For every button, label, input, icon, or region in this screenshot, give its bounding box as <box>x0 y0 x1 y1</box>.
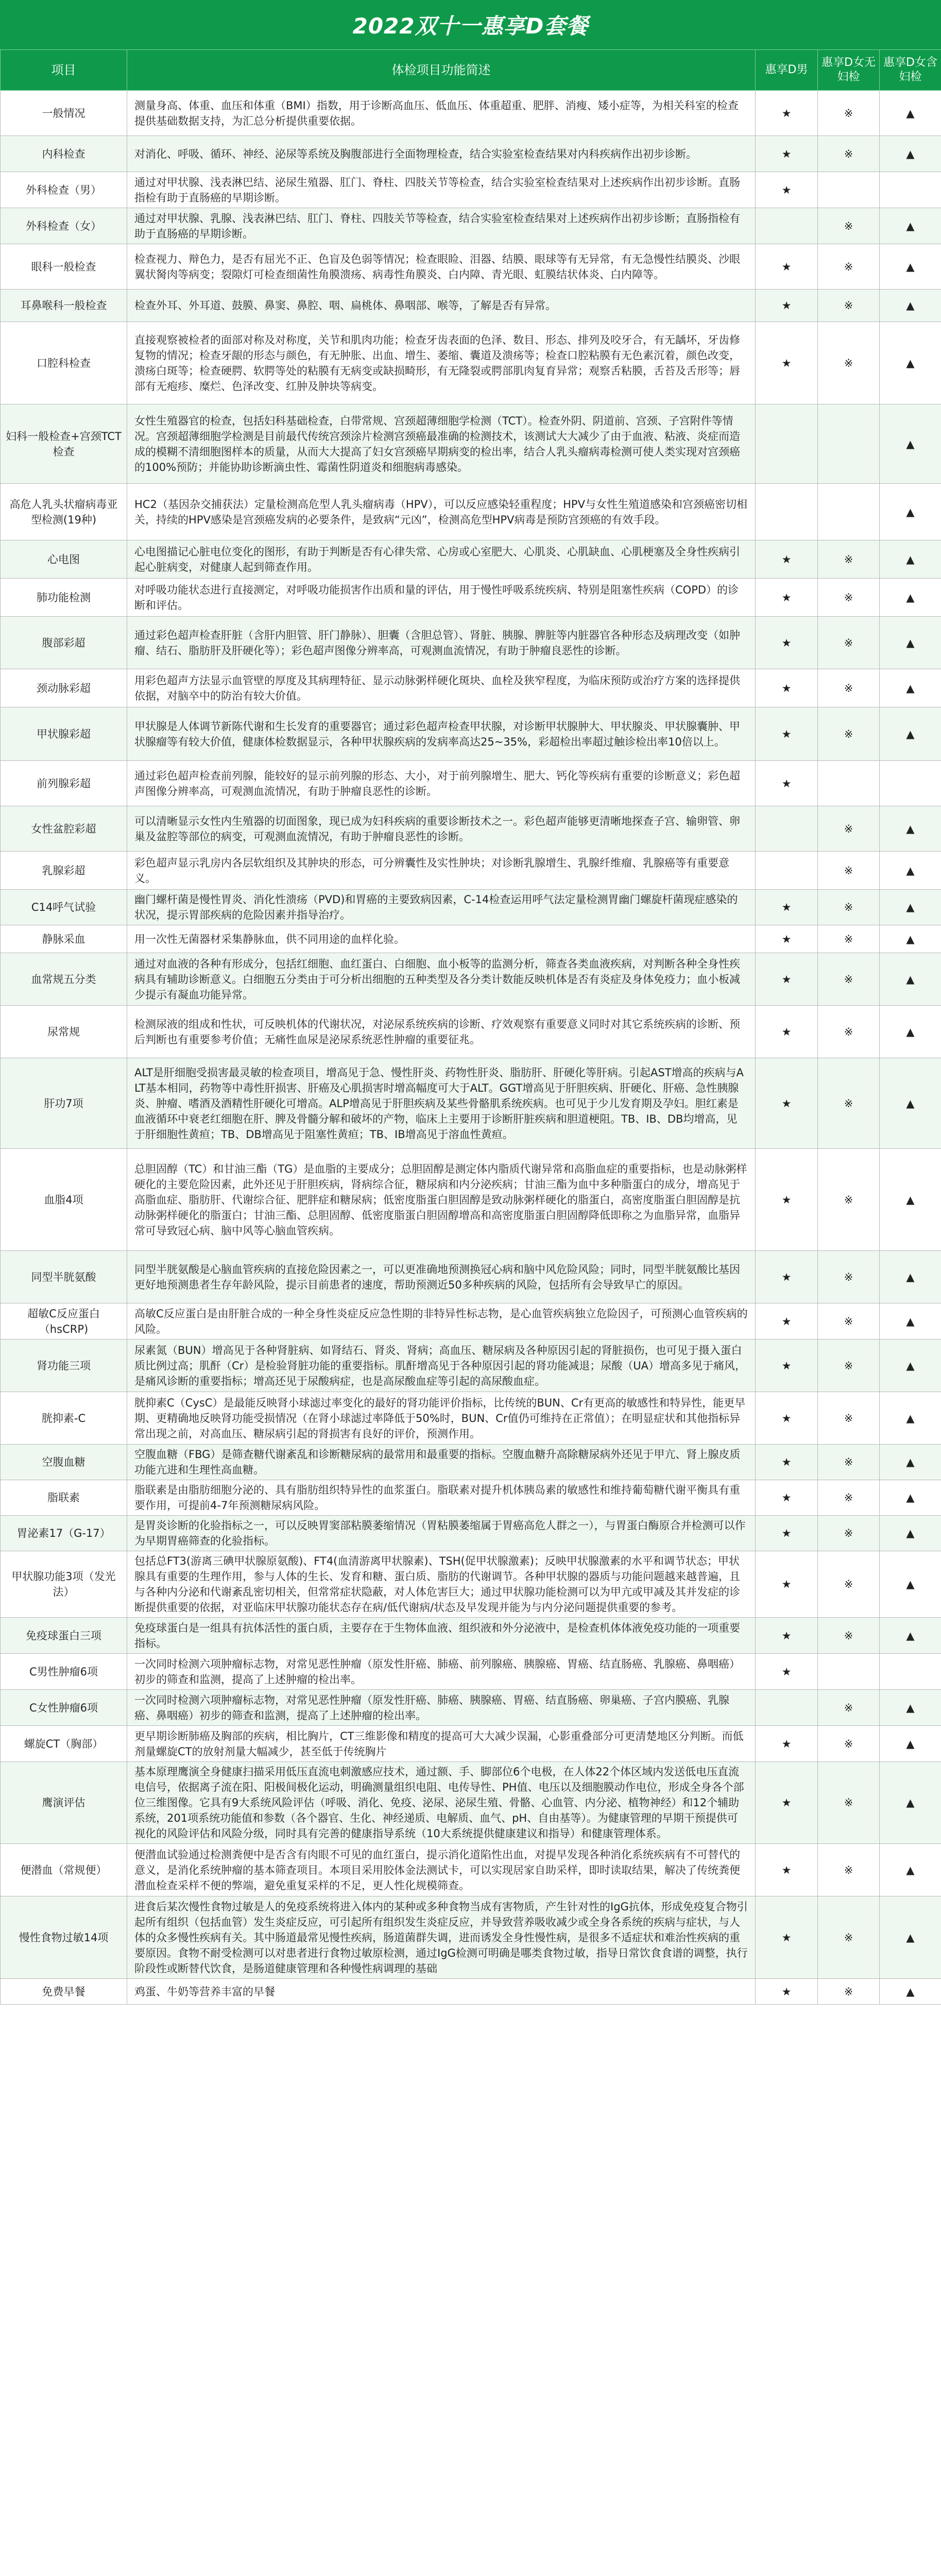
female-married-mark <box>880 1654 941 1690</box>
table-row <box>1 890 941 925</box>
table-body <box>1 91 941 2005</box>
item-description-cell: 女性生殖器官的检查，包括妇科基础检查，白带常规、宫颈超薄细胞学检测（TCT）。检查外阴、阴道前、宫颈、子宫附件等情况。宫颈超薄细胞学检测是目前最代传统宫颈涂片检测宫颈癌最准确的检测技术，该测试大大减少了由于血液、粘液、炎症而造成的模糊不清细胞图样本的质量，从而大大提高了妇女宫颈癌早期病变的检出率，结合人乳头瘤病毒检测可使人类实现对宫颈癌的100%预防；并能协助诊断滴虫性、霉菌性阴道炎和细胞病毒感染。 <box>127 404 756 484</box>
item-name-cell: 免费早餐 <box>1 1979 127 2005</box>
male-package-mark: ★ <box>756 1058 818 1149</box>
item-name-cell: 免疫球蛋白三项 <box>1 1618 127 1654</box>
female-unmarried-mark <box>818 1654 880 1690</box>
item-description-cell: 是胃炎诊断的化验指标之一，可以反映胃窦部粘膜萎缩情况（胃粘膜萎缩属于胃癌高危人群之一），与胃蛋白酶原合并检测可以作为早期胃癌筛查的化验指标。 <box>127 1516 756 1551</box>
female-unmarried-mark: ※ <box>818 1618 880 1654</box>
item-name-cell: 超敏C反应蛋白（hsCRP) <box>1 1303 127 1340</box>
female-married-mark: ▲ <box>880 244 941 290</box>
male-package-mark: ★ <box>756 707 818 761</box>
item-name-cell: 口腔科检查 <box>1 322 127 404</box>
item-description-cell: 直接观察被检者的面部对称及对称度，关节和肌肉功能；检查牙齿表面的色泽、数目、形态、排列及咬牙合，有无龋坏，牙齿修复物的情况；检查牙龈的形态与颜色，有无肿胀、出血、增生、萎缩、囊道及溃疡等；检查口腔粘膜有无色素沉着，颜色改变，溃疡白斑等；检查硬腭、软腭等处的粘膜有无病变或缺损畸形，有无隆裂或腭部肌肉复育异常；观察舌粘膜，舌苔及舌形等；唇部有无疱疹、糜烂、色泽改变、红肿及肿块等病变。 <box>127 322 756 404</box>
item-name-cell: C男性肿瘤6项 <box>1 1654 127 1690</box>
table-row <box>1 852 941 890</box>
table-row <box>1 91 941 136</box>
item-description-cell: 同型半胱氨酸是心脑血管疾病的直接危险因素之一，可以更准确地预测换冠心病和脑中风危险风险；同时，同型半胱氨酸比基因更好地预测患者生存年龄风险，提示目前患者的速度，帮助预测近50多种疾病的风险，包括所有会导致早亡的原因。 <box>127 1251 756 1303</box>
table-row <box>1 1006 941 1058</box>
item-name-cell: 前列腺彩超 <box>1 761 127 806</box>
male-package-mark: ★ <box>756 1618 818 1654</box>
male-package-mark: ★ <box>756 322 818 404</box>
item-name-cell: 胃泌素17（G-17） <box>1 1516 127 1551</box>
table-row <box>1 925 941 953</box>
female-married-mark: ▲ <box>880 617 941 669</box>
male-package-mark: ★ <box>756 761 818 806</box>
table-row <box>1 244 941 290</box>
item-name-cell: 胱抑素-C <box>1 1392 127 1445</box>
female-married-mark: ▲ <box>880 484 941 540</box>
item-name-cell: C14呼气试验 <box>1 890 127 925</box>
item-name-cell: 甲状腺彩超 <box>1 707 127 761</box>
table-row <box>1 761 941 806</box>
female-unmarried-mark <box>818 761 880 806</box>
item-description-cell: 用彩色超声方法显示血管壁的厚度及其病理特征、显示动脉粥样硬化斑块、血栓及狭窄程度，为临床预防或治疗方案的选择提供依据，对脑卒中的防治有较大价值。 <box>127 669 756 707</box>
female-unmarried-mark: ※ <box>818 579 880 617</box>
item-description-cell: 一次同时检测六项肿瘤标志物，对常见恶性肿瘤（原发性肝癌、肺癌、胰腺癌、胃癌、结直肠癌、卵巢癌、子宫内膜癌、乳腺癌、鼻咽癌）初步的筛查和监测，提高了上述肿瘤的检出率。 <box>127 1690 756 1726</box>
item-name-cell: 肾功能三项 <box>1 1340 127 1392</box>
table-row <box>1 579 941 617</box>
female-married-mark: ▲ <box>880 925 941 953</box>
item-name-cell: 颈动脉彩超 <box>1 669 127 707</box>
item-description-cell: 通过彩色超声检查肝脏（含肝内胆管、肝门静脉）、胆囊（含胆总管）、肾脏、胰腺、脾脏等内脏器官各种形态及病理改变（如肿瘤、结石、脂肪肝及肝硬化等）；彩色超声图像分辨率高，可观测血流情况，有助于肿瘤良恶性的诊断。 <box>127 617 756 669</box>
item-description-cell: ALT是肝细胞受损害最灵敏的检查项目，增高见于急、慢性肝炎、药物性肝炎、脂肪肝、肝硬化等肝病。引起AST增高的疾病与ALT基本相同，药物等中毒性肝损害、肝癌及心肌损害时增高幅度可大于ALT。GGT增高见于肝胆疾病、肝硬化、肝癌、急性胰腺炎、肿瘤、嗜酒及酒精性肝硬化可增高。ALP增高见于肝胆疾病及某些骨骼肌系统疾病。也可见于少儿发育期及孕妇。胆红素是血液循环中衰老红细胞在肝、脾及骨髓分解和破坏的产物，临床上主要用于诊断肝脏疾病和胆道梗阻。TB、IB、DB均增高，见于肝细胞性黄疸；TB、DB增高见于阻塞性黄疸；TB、IB增高见于溶血性黄疸。 <box>127 1058 756 1149</box>
female-unmarried-mark: ※ <box>818 1303 880 1340</box>
female-married-mark: ▲ <box>880 1979 941 2005</box>
item-description-cell: 免疫球蛋白是一组具有抗体活性的蛋白质，主要存在于生物体血液、组织液和外分泌液中，是检查机体体液免疫功能的一项重要指标。 <box>127 1618 756 1654</box>
male-package-mark <box>756 852 818 890</box>
item-name-cell: 鹰演评估 <box>1 1762 127 1844</box>
male-package-mark: ★ <box>756 540 818 579</box>
table-row <box>1 1392 941 1445</box>
male-package-mark: ★ <box>756 1251 818 1303</box>
table-row <box>1 1303 941 1340</box>
male-package-mark <box>756 404 818 484</box>
table-row <box>1 1844 941 1896</box>
item-name-cell: 血常规五分类 <box>1 953 127 1006</box>
female-married-mark: ▲ <box>880 1480 941 1516</box>
item-description-cell: 脂联素是由脂肪细胞分泌的、具有脂肪组织特异性的血浆蛋白。脂联素对提升机体胰岛素的敏感性和维持葡萄糖代谢平衡具有重要作用，可提前4-7年预测糖尿病风险。 <box>127 1480 756 1516</box>
female-married-mark: ▲ <box>880 404 941 484</box>
table-header-row <box>1 50 941 91</box>
female-unmarried-mark: ※ <box>818 208 880 244</box>
female-unmarried-mark: ※ <box>818 1480 880 1516</box>
package-table <box>0 49 941 2005</box>
male-package-mark: ★ <box>756 172 818 208</box>
female-unmarried-mark: ※ <box>818 290 880 322</box>
male-package-mark <box>756 806 818 852</box>
male-package-mark: ★ <box>756 1480 818 1516</box>
item-description-cell: 空腹血糖（FBG）是筛查糖代谢紊乱和诊断糖尿病的最常用和最重要的指标。空腹血糖升高除糖尿病外还见于甲亢、肾上腺皮质功能亢进和生理性高血糖。 <box>127 1445 756 1480</box>
male-package-mark: ★ <box>756 1551 818 1618</box>
female-unmarried-mark: ※ <box>818 707 880 761</box>
male-package-mark: ★ <box>756 1392 818 1445</box>
male-package-mark <box>756 208 818 244</box>
table-row <box>1 953 941 1006</box>
header-description: 体检项目功能简述 <box>127 50 756 91</box>
female-married-mark: ▲ <box>880 1006 941 1058</box>
item-description-cell: 包括总FT3(游离三碘甲状腺原氨酸)、FT4(血清游离甲状腺素)、TSH(促甲状腺激素)；反映甲状腺激素的水平和调节状态；甲状腺具有重要的生理作用，参与人体的生长、发育和糖、蛋白质、脂肪的代谢调节。各种甲状腺的器质与功能问题越来越普遍，且与各种内分泌和代谢紊乱密切相关，但常常症状隐蔽，对人体危害巨大；通过甲状腺功能检测可以为甲亢或甲减及其并发症的诊断提供重要的依据，对亚临床甲状腺功能状态存在病/低代谢病/状态及早发现并能为与内分泌问题提供重要的参考。 <box>127 1551 756 1618</box>
item-name-cell: 肝功7项 <box>1 1058 127 1149</box>
item-description-cell: 对呼吸功能状态进行直接测定，对呼吸功能损害作出质和量的评估，用于慢性呼吸系统疾病、特别是阻塞性疾病（COPD）的诊断和评估。 <box>127 579 756 617</box>
table-row <box>1 1058 941 1149</box>
female-unmarried-mark: ※ <box>818 1726 880 1762</box>
item-name-cell: 内科检查 <box>1 136 127 172</box>
male-package-mark: ★ <box>756 925 818 953</box>
male-package-mark: ★ <box>756 579 818 617</box>
female-unmarried-mark: ※ <box>818 1844 880 1896</box>
item-name-cell: 高危人乳头状瘤病毒亚型检测(19种) <box>1 484 127 540</box>
female-married-mark: ▲ <box>880 707 941 761</box>
item-description-cell: 对消化、呼吸、循环、神经、泌尿等系统及胸腹部进行全面物理检查，结合实验室检查结果对内科疾病作出初步诊断。 <box>127 136 756 172</box>
male-package-mark: ★ <box>756 1340 818 1392</box>
table-row <box>1 1551 941 1618</box>
female-married-mark: ▲ <box>880 540 941 579</box>
male-package-mark: ★ <box>756 1979 818 2005</box>
table-row <box>1 1149 941 1251</box>
female-married-mark: ▲ <box>880 1058 941 1149</box>
female-married-mark: ▲ <box>880 890 941 925</box>
female-married-mark: ▲ <box>880 1726 941 1762</box>
male-package-mark: ★ <box>756 1844 818 1896</box>
item-description-cell: 可以清晰显示女性内生殖器的切面图象，现已成为妇科疾病的重要诊断技术之一。彩色超声能够更清晰地探查子宫、输卵管、卵巢及盆腔等部位的病变，可观测血流情况，有助于肿瘤良恶性的诊断。 <box>127 806 756 852</box>
table-row <box>1 540 941 579</box>
item-description-cell: 进食后某次慢性食物过敏是人的免疫系统将进入体内的某种或多种食物当成有害物质，产生针对性的IgG抗体，形成免疫复合物引起所有组织（包括血管）发生炎症反应，可引起所有组织发生炎症反应，并导致营养吸收减少或全身各系统的疾病与症状，与人体的众多慢性疾病有关。其中肠道最常见慢性疾病，肠道菌群失调，进而诱发全身性慢性病，是很多不适症状和难治性疾病的重要原因。食物不耐受检测可以对患者进行食物过敏原检测，通过IgG检测可明确是哪类食物过敏，指导日常饮食食谱的调整，执行阶段性或断替代饮食，是肠道健康管理和各种慢性病调理的基础 <box>127 1896 756 1979</box>
male-package-mark: ★ <box>756 1149 818 1251</box>
table-row <box>1 1726 941 1762</box>
male-package-mark: ★ <box>756 136 818 172</box>
female-married-mark: ▲ <box>880 806 941 852</box>
item-description-cell: 高敏C反应蛋白是由肝脏合成的一种全身性炎症反应急性期的非特异性标志物，是心血管疾病独立危险因子，可预测心血管疾病的风险。 <box>127 1303 756 1340</box>
female-married-mark: ▲ <box>880 1516 941 1551</box>
female-married-mark: ▲ <box>880 322 941 404</box>
female-married-mark: ▲ <box>880 1551 941 1618</box>
male-package-mark: ★ <box>756 91 818 136</box>
item-description-cell: 检查视力、辩色力，是否有屈光不正、色盲及色弱等情况；检查眼睑、泪器、结膜、眼球等有无异常，有无急慢性结膜炎、沙眼翼状胬肉等病变；裂隙灯可检查细菌性角膜溃疡、病毒性角膜炎、白内障、青光眼、虹膜结状体炎、白内障等。 <box>127 244 756 290</box>
female-married-mark: ▲ <box>880 1690 941 1726</box>
header-item: 项目 <box>1 50 127 91</box>
female-married-mark: ▲ <box>880 1303 941 1340</box>
item-description-cell: 甲状腺是人体调节新陈代谢和生长发育的重要器官；通过彩色超声检查甲状腺，对诊断甲状腺肿大、甲状腺炎、甲状腺囊肿、甲状腺瘤等有较大价值，健康体检数据显示，各种甲状腺疾病的发病率高达25~35%，彩超检出率超过触诊检出率10倍以上。 <box>127 707 756 761</box>
female-unmarried-mark: ※ <box>818 925 880 953</box>
female-unmarried-mark: ※ <box>818 806 880 852</box>
item-name-cell: 外科检查（男） <box>1 172 127 208</box>
female-unmarried-mark: ※ <box>818 1058 880 1149</box>
female-married-mark: ▲ <box>880 1844 941 1896</box>
female-unmarried-mark: ※ <box>818 1340 880 1392</box>
female-married-mark: ▲ <box>880 579 941 617</box>
female-married-mark: ▲ <box>880 290 941 322</box>
item-description-cell: 彩色超声显示乳房内各层软组织及其肿块的形态，可分辨囊性及实性肿块；对诊断乳腺增生、乳腺纤维瘤、乳腺癌等有重要意义。 <box>127 852 756 890</box>
male-package-mark: ★ <box>756 1726 818 1762</box>
table-row <box>1 208 941 244</box>
item-name-cell: 甲状腺功能3项（发光法） <box>1 1551 127 1618</box>
item-description-cell: 测量身高、体重、血压和体重（BMI）指数，用于诊断高血压、低血压、体重超重、肥胖、消瘦、矮小症等，为相关科室的检查提供基础数据支持，为汇总分析提供重要依据。 <box>127 91 756 136</box>
male-package-mark: ★ <box>756 1516 818 1551</box>
item-description-cell: 胱抑素C（CysC）是最能反映肾小球滤过率变化的最好的肾功能评价指标，比传统的BUN、Cr有更高的敏感性和特异性，能更早期、更精确地反映肾功能受损情况（在肾小球滤过率降低于50%时，BUN、Cr值仍可维持在正常值）；在明显症状和其他指标异常出现之前，对高血压、糖尿病引起的肾损害有良好的评价，预测作用。 <box>127 1392 756 1445</box>
item-name-cell: 脂联素 <box>1 1480 127 1516</box>
female-unmarried-mark: ※ <box>818 1149 880 1251</box>
table-row <box>1 290 941 322</box>
item-description-cell: 幽门螺杆菌是慢性胃炎、消化性溃疡（PVD)和胃癌的主要致病因素，C-14检查运用呼气法定量检测胃幽门螺旋杆菌现症感染的状况，提示胃部疾病的危险因素并指导治疗。 <box>127 890 756 925</box>
item-name-cell: 血脂4项 <box>1 1149 127 1251</box>
table-row <box>1 1340 941 1392</box>
female-married-mark: ▲ <box>880 91 941 136</box>
item-name-cell: 妇科一般检查+宫颈TCT检查 <box>1 404 127 484</box>
male-package-mark: ★ <box>756 1762 818 1844</box>
female-unmarried-mark <box>818 172 880 208</box>
table-row <box>1 1516 941 1551</box>
female-unmarried-mark: ※ <box>818 540 880 579</box>
item-name-cell: 一般情况 <box>1 91 127 136</box>
male-package-mark: ★ <box>756 953 818 1006</box>
item-name-cell: 腹部彩超 <box>1 617 127 669</box>
female-married-mark: ▲ <box>880 669 941 707</box>
female-married-mark: ▲ <box>880 1340 941 1392</box>
item-description-cell: 检查外耳、外耳道、鼓膜、鼻窦、鼻腔、咽、扁桃体、鼻咽部、喉等，了解是否有异常。 <box>127 290 756 322</box>
item-description-cell: 通过彩色超声检查前列腺，能较好的显示前列腺的形态、大小，对于前列腺增生、肥大、钙化等疾病有重要的诊断意义；彩色超声图像分辨率高，可观测血流情况，有助于肿瘤良恶性的诊断。 <box>127 761 756 806</box>
female-unmarried-mark: ※ <box>818 1516 880 1551</box>
table-row <box>1 1480 941 1516</box>
item-name-cell: 女性盆腔彩超 <box>1 806 127 852</box>
female-married-mark: ▲ <box>880 1896 941 1979</box>
item-description-cell: 通过对甲状腺、浅表淋巴结、泌尿生殖器、肛门、脊柱、四肢关节等检查，结合实验室检查结果对上述疾病作出初步诊断。直肠指检有助于直肠癌的早期诊断。 <box>127 172 756 208</box>
male-package-mark: ★ <box>756 1896 818 1979</box>
female-unmarried-mark <box>818 404 880 484</box>
table-row <box>1 322 941 404</box>
female-married-mark: ▲ <box>880 1251 941 1303</box>
female-unmarried-mark: ※ <box>818 1392 880 1445</box>
item-name-cell: 肺功能检测 <box>1 579 127 617</box>
male-package-mark: ★ <box>756 890 818 925</box>
female-married-mark: ▲ <box>880 1762 941 1844</box>
male-package-mark: ★ <box>756 1654 818 1690</box>
table-row <box>1 1251 941 1303</box>
male-package-mark: ★ <box>756 1445 818 1480</box>
table-row <box>1 1896 941 1979</box>
female-married-mark: ▲ <box>880 1445 941 1480</box>
item-name-cell: 同型半胱氨酸 <box>1 1251 127 1303</box>
item-name-cell: 便潜血（常规便） <box>1 1844 127 1896</box>
item-description-cell: 总胆固醇（TC）和甘油三酯（TG）是血脂的主要成分；总胆固醇是测定体内脂质代谢异常和高脂血症的重要指标，也是动脉粥样硬化的主要危险因素，此外还见于肝胆疾病，肾病综合征，糖尿病和内分泌疾病；甘油三酯为血中多种脂蛋白的成分，增高见于高脂血症、脂肪肝、代谢综合征、肥胖症和糖尿病；低密度脂蛋白胆固醇是致动脉粥样硬化的脂蛋白，高密度脂蛋白胆固醇是抗动脉粥样硬化的脂蛋白；甘油三酯、总胆固醇、低密度脂蛋白胆固醇增高和高密度脂蛋白胆固醇降低即称之为血脂异常，血脂异常可导致冠心病、脑中风等心脑血管疾病。 <box>127 1149 756 1251</box>
item-name-cell: 螺旋CT（胸部） <box>1 1726 127 1762</box>
male-package-mark: ★ <box>756 669 818 707</box>
table-row <box>1 1654 941 1690</box>
table-row <box>1 707 941 761</box>
item-description-cell: 基本原理鹰演全身健康扫描采用低压直流电刺激感应技术，通过额、手、脚部位6个电极，在人体22个体区域内发送低电压直流电信号，依据离子流在阳、阳极间极化运动，明确测量组织电阻、电传导性、PH值、电压以及细胞膜动作电位，形成全身各个部位三维图像。它具有9大系统风险评估（呼吸、消化、免疫、泌尿、泌尿生殖、骨骼、心血管、内分泌、植物神经）和12个辅助系统，201项系统功能值和参数（各个器官、生化、神经递质、电解质、血气、pH、自由基等）。为健康管理的早期干预提供可视化的风险评估和风险分级，同时具有完善的健康指导系统（10大系统提供健康建议和指导）和健康管理体系。 <box>127 1762 756 1844</box>
table-row <box>1 617 941 669</box>
female-married-mark: ▲ <box>880 208 941 244</box>
female-married-mark <box>880 761 941 806</box>
item-name-cell: 尿常规 <box>1 1006 127 1058</box>
female-married-mark: ▲ <box>880 136 941 172</box>
header-male: 惠享D男 <box>756 50 818 91</box>
female-married-mark: ▲ <box>880 1618 941 1654</box>
table-row <box>1 1445 941 1480</box>
item-description-cell: 心电图描记心脏电位变化的图形，有助于判断是否有心律失常、心房或心室肥大、心肌炎、心肌缺血、心肌梗塞及全身性疾病引起心脏病变，对健康人起到筛查作用。 <box>127 540 756 579</box>
male-package-mark: ★ <box>756 1303 818 1340</box>
female-unmarried-mark: ※ <box>818 1445 880 1480</box>
item-description-cell: 通过对血液的各种有形成分，包括红细胞、血红蛋白、白细胞、血小板等的监测分析，筛查各类血液疾病，对判断各种全身性疾病具有辅助诊断意义。白细胞五分类由于可分析出细胞的五种类型及各分类计数能反映机体是否有炎症及身体免疫力；血小板减少提示有凝血功能异常。 <box>127 953 756 1006</box>
female-unmarried-mark: ※ <box>818 669 880 707</box>
female-unmarried-mark: ※ <box>818 890 880 925</box>
male-package-mark <box>756 1690 818 1726</box>
female-unmarried-mark: ※ <box>818 852 880 890</box>
header-female-married: 惠享D女含妇检 <box>880 50 941 91</box>
table-row <box>1 484 941 540</box>
table-row <box>1 1618 941 1654</box>
female-unmarried-mark: ※ <box>818 244 880 290</box>
item-name-cell: 耳鼻喉科一般检查 <box>1 290 127 322</box>
item-name-cell: 慢性食物过敏14项 <box>1 1896 127 1979</box>
female-unmarried-mark <box>818 484 880 540</box>
item-name-cell: 空腹血糖 <box>1 1445 127 1480</box>
item-description-cell: 一次同时检测六项肿瘤标志物，对常见恶性肿瘤（原发性肝癌、肺癌、前列腺癌、胰腺癌、胃癌、结直肠癌、乳腺癌、鼻咽癌）初步的筛查和监测，提高了上述肿瘤的检出率。 <box>127 1654 756 1690</box>
table-row <box>1 172 941 208</box>
male-package-mark: ★ <box>756 290 818 322</box>
female-unmarried-mark: ※ <box>818 1896 880 1979</box>
item-description-cell: 鸡蛋、牛奶等营养丰富的早餐 <box>127 1979 756 2005</box>
item-name-cell: 乳腺彩超 <box>1 852 127 890</box>
female-unmarried-mark: ※ <box>818 1762 880 1844</box>
item-description-cell: 通过对甲状腺、乳腺、浅表淋巴结、肛门、脊柱、四肢关节等检查，结合实验室检查结果对上述疾病作出初步诊断；直肠指检有助于直肠癌的早期诊断。 <box>127 208 756 244</box>
female-unmarried-mark: ※ <box>818 1690 880 1726</box>
header-female-unmarried: 惠享D女无妇检 <box>818 50 880 91</box>
female-unmarried-mark: ※ <box>818 91 880 136</box>
female-married-mark <box>880 172 941 208</box>
table-row <box>1 669 941 707</box>
female-unmarried-mark: ※ <box>818 1979 880 2005</box>
female-unmarried-mark: ※ <box>818 1006 880 1058</box>
female-unmarried-mark: ※ <box>818 322 880 404</box>
female-unmarried-mark: ※ <box>818 617 880 669</box>
item-description-cell: 便潜血试验通过检测粪便中是否含有肉眼不可见的血红蛋白，提示消化道陷性出血，对提早发现各种消化系统疾病有不可替代的意义，是消化系统肿瘤的基本筛查项目。本项目采用胶体金法测试卡，可以实现居家自助采样，即时读取结果，解决了传统粪便潜血检查采样不便的弊端，避免重复采样的不足，更人性化规模筛查。 <box>127 1844 756 1896</box>
table-row <box>1 136 941 172</box>
female-married-mark: ▲ <box>880 1149 941 1251</box>
table-row <box>1 1690 941 1726</box>
female-unmarried-mark: ※ <box>818 136 880 172</box>
item-description-cell: 尿素氮（BUN）增高见于各种肾脏病、如肾结石、肾炎、肾病；高血压、糖尿病及各种原因引起的肾脏损伤，也可见于摄入蛋白质比例过高；肌酐（Cr）是检验肾脏功能的重要指标。肌酐增高见于各种原因引起的肾功能减退；尿酸（UA）增高多见于痛风，是痛风诊断的重要指标；增高还见于尿酸病症，也是高尿酸血症等引起的高尿酸血症。 <box>127 1340 756 1392</box>
package-title: 2022双十一惠享D套餐 <box>0 0 941 49</box>
table-row <box>1 1762 941 1844</box>
item-name-cell: 外科检查（女） <box>1 208 127 244</box>
item-description-cell: 检测尿液的组成和性状，可反映机体的代谢状况，对泌尿系统疾病的诊断、疗效观察有重要意义同时对其它系统疾病的诊断、预后判断也有重要参考价值；无痛性血尿是泌尿系统恶性肿瘤的重要征兆。 <box>127 1006 756 1058</box>
item-description-cell: 更早期诊断肺癌及胸部的疾病，相比胸片，CT三维影像和精度的提高可大大减少误漏，心影重叠部分可更清楚地区分判断。而低剂量螺旋CT的放射剂量大幅减少，甚至低于传统胸片 <box>127 1726 756 1762</box>
female-unmarried-mark: ※ <box>818 1251 880 1303</box>
table-row <box>1 1979 941 2005</box>
item-description-cell: 用一次性无菌器材采集静脉血，供不同用途的血样化验。 <box>127 925 756 953</box>
male-package-mark: ★ <box>756 617 818 669</box>
male-package-mark <box>756 484 818 540</box>
male-package-mark: ★ <box>756 244 818 290</box>
female-married-mark: ▲ <box>880 1392 941 1445</box>
item-name-cell: 静脉采血 <box>1 925 127 953</box>
item-description-cell: HC2（基因杂交捕获法）定量检测高危型人乳头瘤病毒（HPV），可以反应感染轻重程度；HPV与女性生殖道感染和宫颈癌密切相关，持续的HPV感染是宫颈癌发病的必要条件，是致病“元凶”，检测高危型HPV病毒是预防宫颈癌的有效手段。 <box>127 484 756 540</box>
table-row <box>1 404 941 484</box>
female-married-mark: ▲ <box>880 852 941 890</box>
item-name-cell: 心电图 <box>1 540 127 579</box>
male-package-mark: ★ <box>756 1006 818 1058</box>
item-name-cell: 眼科一般检查 <box>1 244 127 290</box>
female-unmarried-mark: ※ <box>818 953 880 1006</box>
item-name-cell: C女性肿瘤6项 <box>1 1690 127 1726</box>
female-married-mark: ▲ <box>880 953 941 1006</box>
table-row <box>1 806 941 852</box>
female-unmarried-mark: ※ <box>818 1551 880 1618</box>
